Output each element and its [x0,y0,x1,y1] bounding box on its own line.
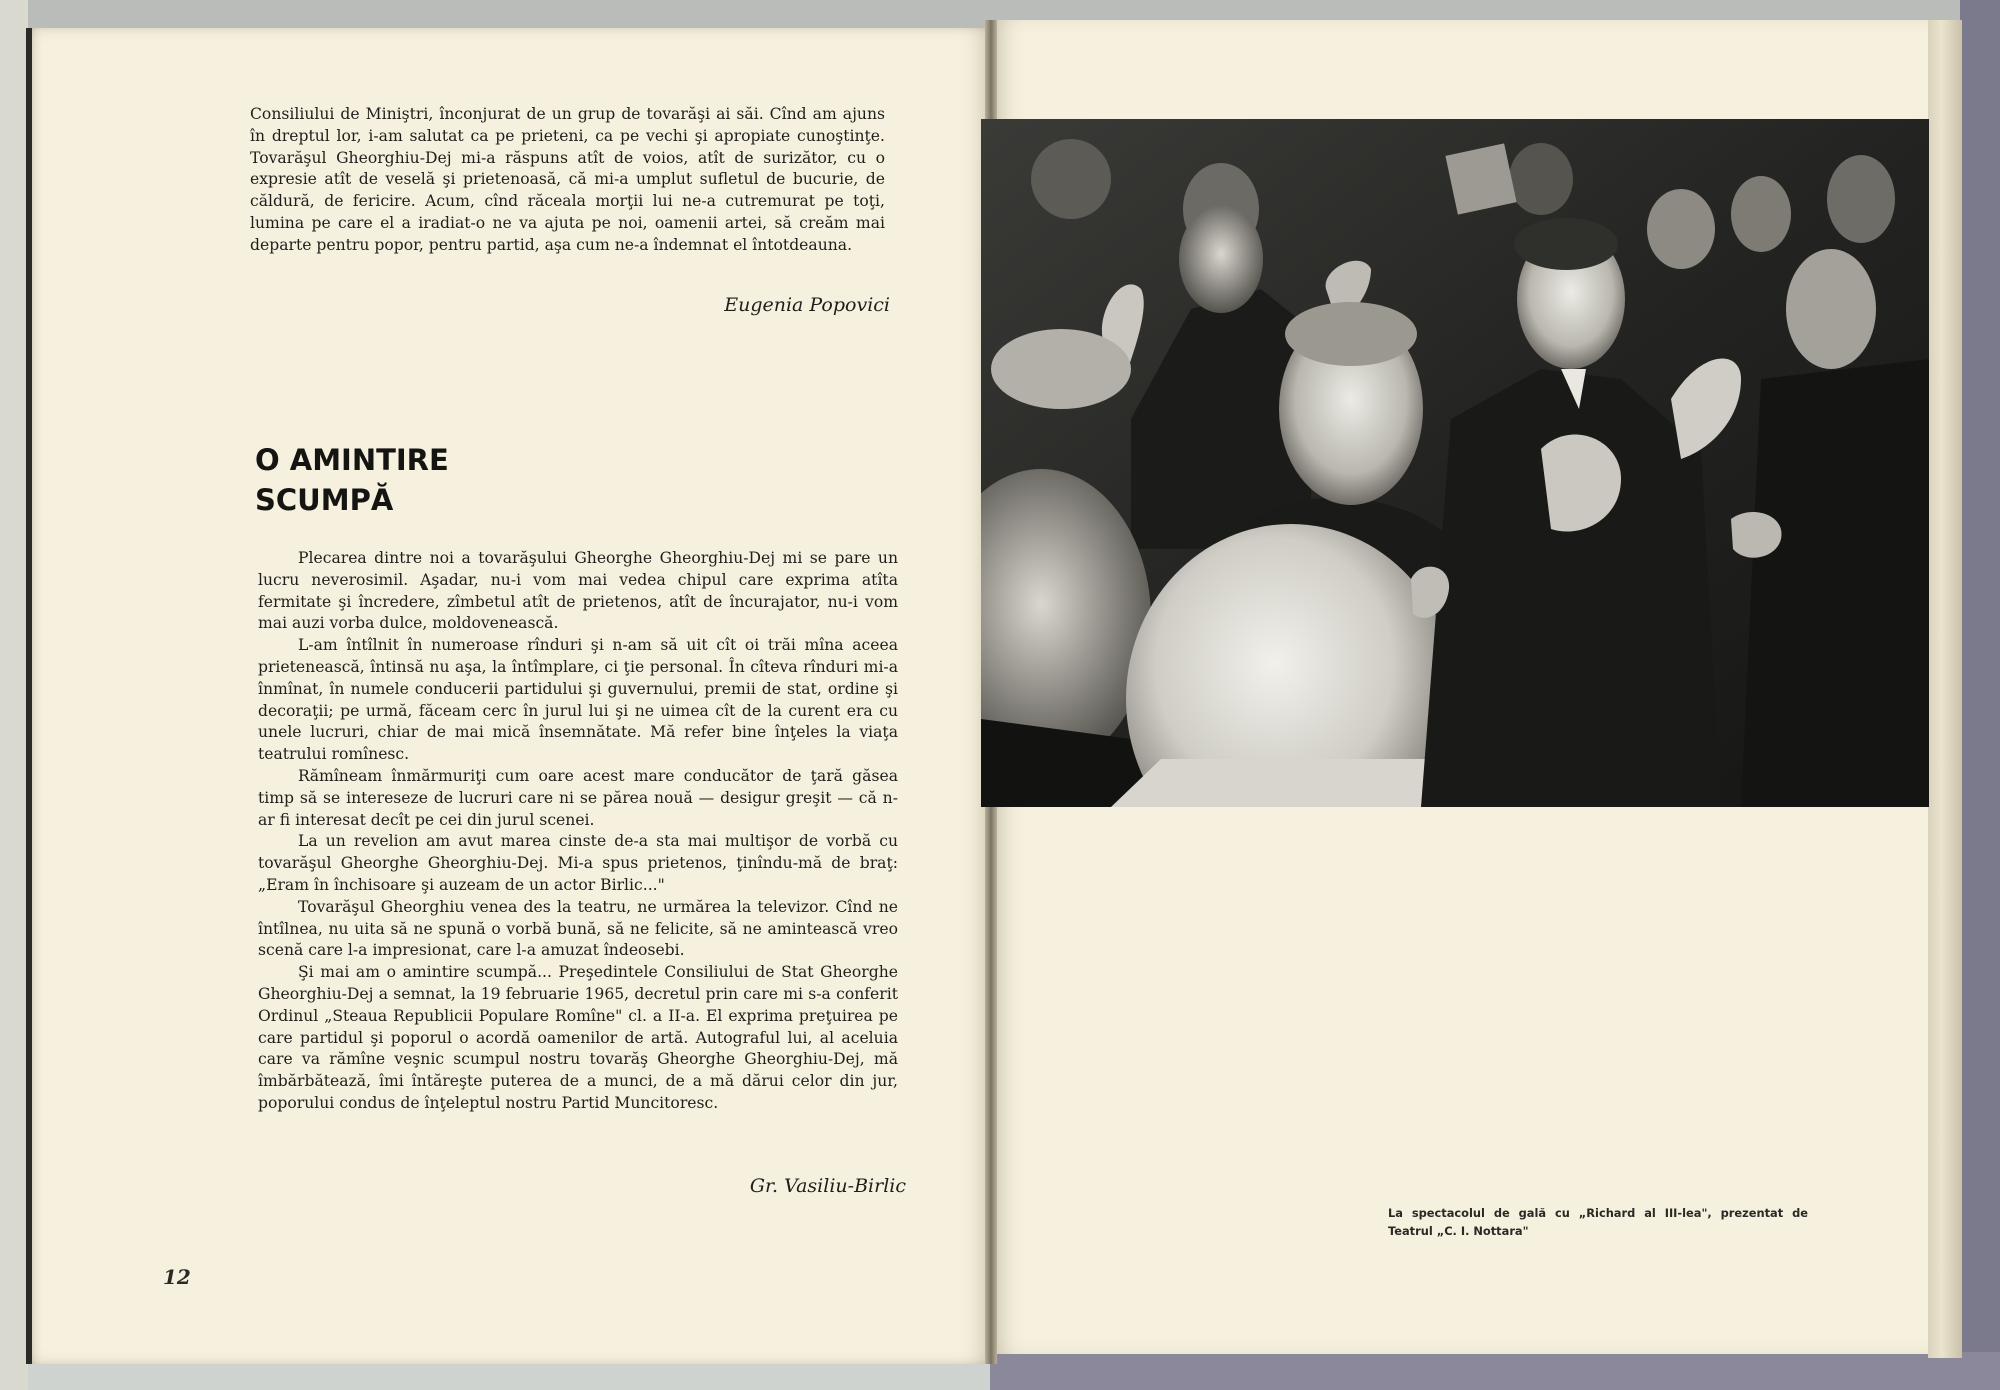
article-body [258,548,898,1115]
signature-eugenia-popovici: Eugenia Popovici [724,294,890,316]
intro-paragraph: Consiliului de Miniştri, înconjurat de un grup de tovarăşi ai săi. Cînd am ajuns în dreptul lor, i-am salutat ca pe prieteni, ca pe vechi şi apropiate cunoştinţe. Tovarăşul Gheorghiu-Dej mi-a răspuns atît de voios, atît de surizător, cu o expresie atît de veselă şi prietenoasă, că mi-a umplut sufletul de bucurie, de căldură, de fericire. Acum, cînd răceala morţii lui ne-a cutremurat pe toţi, lumina pe care el a iradiat-o ne va ajuta pe noi, oamenii artei, să creăm mai departe pentru popor, pentru partid, aşa cum ne-a îndemnat el întotdeauna. [250,105,885,254]
signature-vasiliu-birlic: Gr. Vasiliu-Birlic [749,1175,906,1197]
intro-text-block [250,104,885,257]
body-paragraph: Rămîneam înmărmuriţi cum oare acest mare conducător de ţară găsea timp să se intereseze de lucruri care ni se părea nouă — desigur greşit — că n-ar fi interesat decît pe cei din jurul scenei. [258,766,898,829]
body-paragraph: L-am întîlnit în numeroase rînduri şi n-am să uit cît oi trăi mîna aceea prietenească, întinsă nu aşa, la întîmplare, ci ţie personal. În cîteva rînduri mi-a înmînat, în numele conducerii partidului şi guvernului, premii de stat, ordine şi decoraţii; pe urmă, făceam cerc în jurul lui şi ne uimea cît de la curent era cu unele lucruri, chiar de mai mică însemnătate. Mă refer bine înţeles la viaţa teatrului romînesc. [258,636,898,764]
body-paragraph: Şi mai am o amintire scumpă... Preşedintele Consiliului de Stat Gheorghe Gheorghiu-Dej a semnat, la 19 februarie 1965, decretul prin care mi s-a conferit Ordinul „Steaua Republicii Populare Romîne" cl. a II-a. El exprima preţuirea pe care partidul şi poporul o acordă oamenilor de artă. Autograful lui, al aceluia care va rămîne veşnic scumpul nostru tovarăş Gheorghe Gheorghiu-Dej, mă îmbărbătează, îmi întăreşte puterea de a munci, de a mă dărui celor din jur, poporului condus de înţeleptul nostru Partid Muncitoresc. [258,963,898,1112]
body-paragraph: Plecarea dintre noi a tovarăşului Gheorghe Gheorghiu-Dej mi se pare un lucru neverosimil. Aşadar, nu-i vom mai vedea chipul care exprima atîta fermitate şi încredere, zîmbetul atît de prietenos, atît de încurajator, nu-i vom mai auzi vorba dulce, moldovenească. [258,549,898,633]
photograph [981,119,1929,807]
cover-right-edge [1960,0,2000,1390]
cover-left-edge [0,0,28,1390]
photo-caption: La spectacolul de gală cu „Richard al III-lea", prezentat de Teatrul „C. I. Nottara" [1388,1206,1808,1238]
cover-bottom-edge [990,1352,2000,1390]
photograph-crowd-scene [981,119,1929,807]
article-title-line-2: SCUMPĂ [255,483,394,517]
body-paragraph: Tovarăşul Gheorghiu venea des la teatru, ne urmărea la televizor. Cînd ne întîlnea, nu uita să ne spună o vorbă bună, să ne felicite, să ne amintească vreo scenă care l-a impresionat, care l-a amuzat îndeosebi. [258,897,898,960]
article-title-line-1: O AMINTIRE [255,443,449,477]
body-paragraph: La un revelion am avut marea cinste de-a sta mai multişor de vorbă cu tovarăşul Gheorghe Gheorghiu-Dej. Mi-a spus prietenos, ţinîndu-mă de braţ: „Eram în închisoare şi auzeam de un actor Birlic..." [258,832,898,894]
page-number: 12 [163,1265,191,1289]
article-title [255,440,449,520]
page-stack-edge [1928,20,1962,1358]
